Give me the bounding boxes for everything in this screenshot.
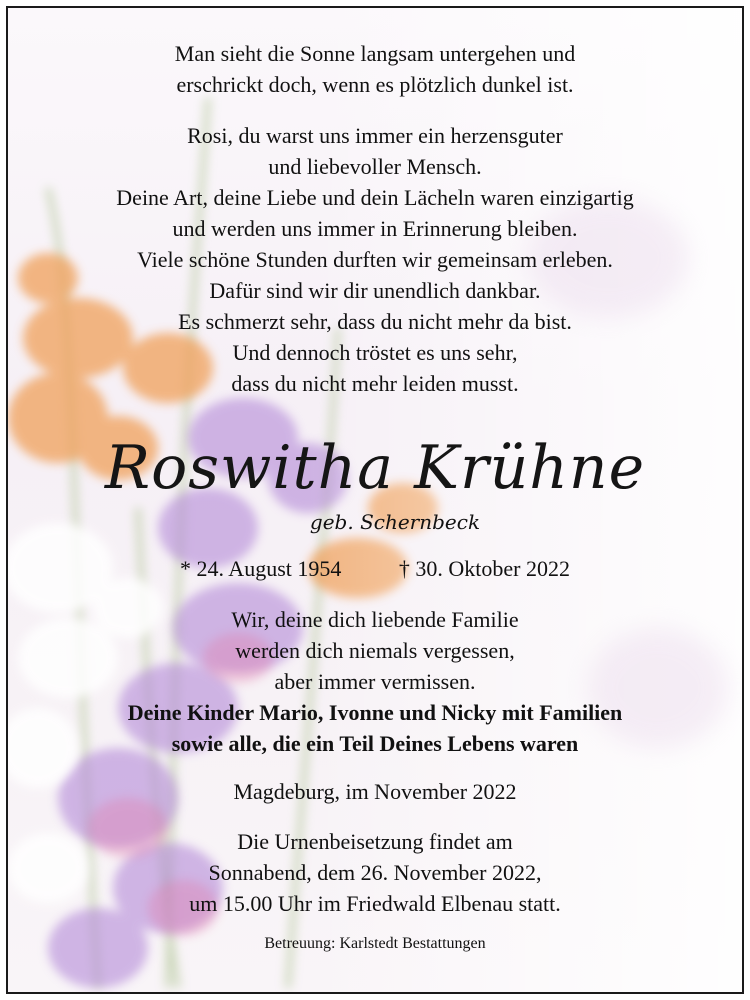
verse-line: Viele schöne Stunden durften wir gemeinsam erleben. [137, 247, 613, 272]
place-date: Magdeburg, im November 2022 [233, 779, 517, 804]
verse-line: Es schmerzt sehr, dass du nicht mehr da bist. [178, 309, 572, 334]
ceremony-line: Die Urnenbeisetzung findet am [237, 829, 513, 854]
funeral-home-credit: Betreuung: Karlstedt Bestattungen [264, 935, 486, 952]
death-date: † 30. Oktober 2022 [398, 556, 570, 581]
verse-line: Und dennoch tröstet es uns sehr, [232, 340, 518, 365]
message-line: Wir, deine dich liebende Familie [231, 607, 519, 632]
ceremony-line: um 15.00 Uhr im Friedwald Elbenau statt. [189, 891, 561, 916]
signer-line: sowie alle, die ein Teil Deines Lebens waren [171, 731, 579, 756]
obituary-card [6, 6, 744, 994]
signer-line: Deine Kinder Mario, Ivonne und Nicky mit Familien [127, 700, 623, 725]
verse-line: und liebevoller Mensch. [268, 154, 482, 179]
verse-line: erschrickt doch, wenn es plötzlich dunkel ist. [176, 72, 574, 97]
message-line: aber immer vermissen. [274, 669, 476, 694]
life-dates [8, 553, 742, 584]
tribute-verse [8, 120, 742, 399]
verse-line: Deine Art, deine Liebe und dein Lächeln waren einzigartig [116, 185, 634, 210]
family-message [8, 604, 742, 759]
verse-line: Rosi, du warst uns immer ein herzensguter [187, 123, 563, 148]
verse-line: dass du nicht mehr leiden musst. [231, 371, 519, 396]
verse-line: Man sieht die Sonne langsam untergehen und [174, 41, 576, 66]
verse-line: und werden uns immer in Erinnerung bleiben. [172, 216, 578, 241]
opening-verse [8, 38, 742, 100]
ceremony-line: Sonnabend, dem 26. November 2022, [208, 860, 542, 885]
deceased-name: Roswitha Krühne [104, 433, 646, 503]
birth-date: * 24. August 1954 [180, 556, 342, 581]
message-line: werden dich niemals vergessen, [235, 638, 515, 663]
obituary-text [8, 8, 742, 992]
ceremony-notice [8, 826, 742, 919]
verse-line: Dafür sind wir dir unendlich dankbar. [209, 278, 541, 303]
maiden-name: geb. Schernbeck [309, 510, 481, 534]
